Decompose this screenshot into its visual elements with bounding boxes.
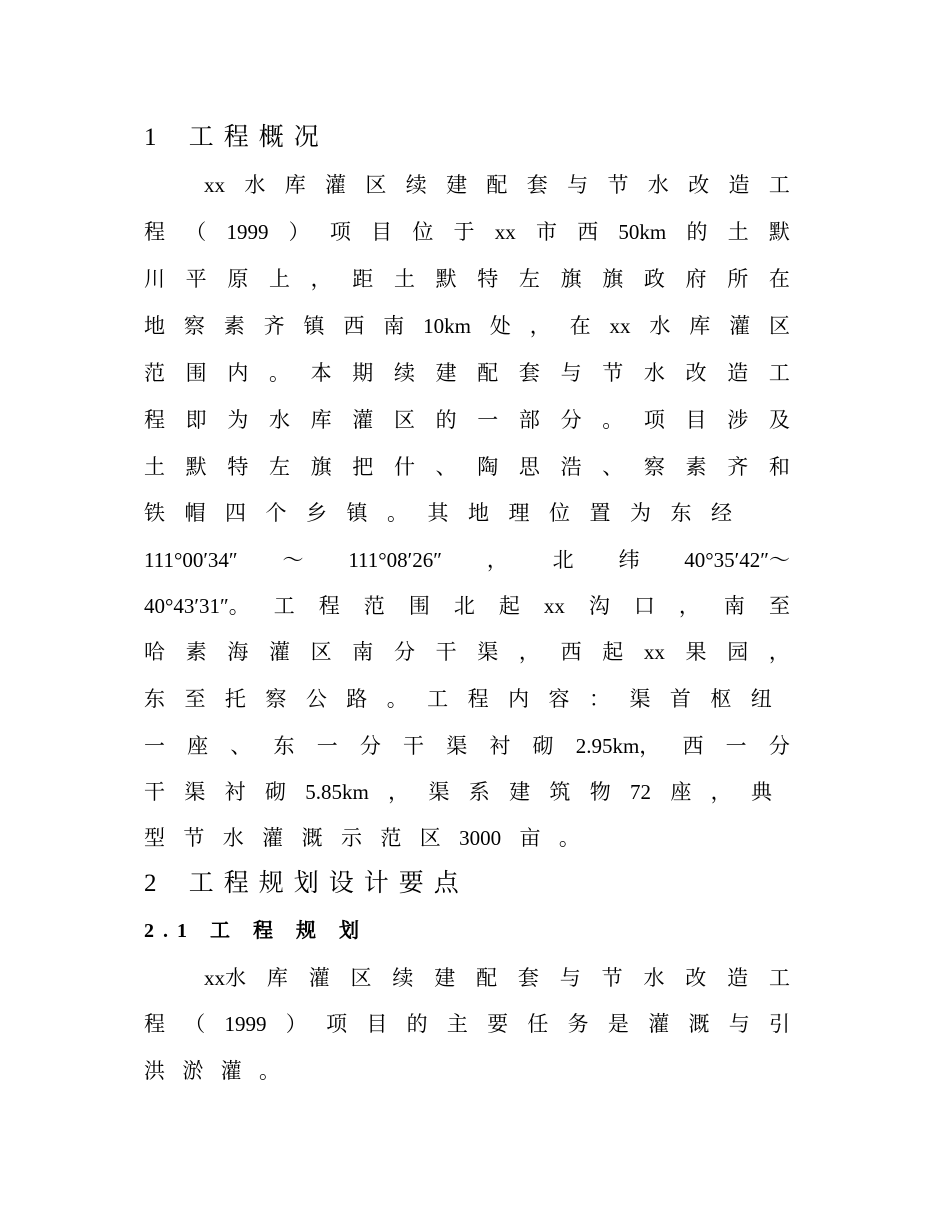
text-token: 陶	[477, 455, 499, 479]
paragraph-line	[144, 311, 790, 341]
text-token: 的	[435, 408, 457, 432]
text-token: 区	[768, 314, 790, 338]
text-token: ，	[529, 314, 551, 338]
text-token: 土	[393, 267, 415, 291]
text-token: （	[184, 1012, 206, 1036]
text-token: 经	[711, 501, 732, 525]
text-token: 分	[768, 734, 790, 758]
text-token: 改	[685, 966, 707, 990]
text-token: 四	[225, 501, 246, 525]
text-token: ，	[310, 267, 332, 291]
text-token: 渠	[629, 687, 651, 711]
text-token: ，	[710, 780, 732, 804]
text-token: 的	[406, 1012, 428, 1036]
text-token: 思	[518, 455, 540, 479]
text-token: 灌	[325, 173, 347, 197]
text-token: 。	[258, 1059, 280, 1083]
text-token: xx	[543, 594, 565, 618]
text-token: 淤	[182, 1059, 204, 1083]
text-token: 衬	[489, 734, 511, 758]
text-token: 什	[393, 455, 415, 479]
text-token: 察	[643, 455, 665, 479]
text-token: 节	[602, 361, 624, 385]
text-token: 分	[359, 734, 381, 758]
text-token: 镇	[303, 314, 325, 338]
text-token: 套	[518, 361, 540, 385]
text-token: 哈	[144, 640, 165, 664]
text-token: 把	[352, 455, 374, 479]
text-token: 区	[310, 640, 332, 664]
text-token: 地	[468, 501, 489, 525]
text-token: 物	[589, 780, 611, 804]
text-token: 程	[318, 594, 340, 618]
paragraph-line	[144, 1056, 280, 1086]
text-token: 程	[144, 408, 165, 432]
text-token: 程	[467, 687, 489, 711]
text-token: 左	[518, 267, 540, 291]
text-token: 上	[268, 267, 290, 291]
text-token: 水	[643, 361, 665, 385]
text-token: 枢	[710, 687, 732, 711]
text-token: 座	[187, 734, 209, 758]
text-token: 沟	[588, 594, 610, 618]
text-token: 至	[768, 594, 790, 618]
text-token: 土	[144, 455, 165, 479]
text-token: 首	[669, 687, 691, 711]
text-token: 北	[552, 548, 574, 572]
text-token: 北	[453, 594, 475, 618]
text-token: 为	[630, 501, 651, 525]
text-token: 造	[727, 966, 749, 990]
paragraph-line	[144, 358, 790, 388]
text-token: 工	[273, 594, 295, 618]
text-token: 政	[643, 267, 665, 291]
text-token: 一	[477, 408, 499, 432]
text-token: 为	[227, 408, 249, 432]
text-token: 建	[446, 173, 468, 197]
text-token: 西	[577, 220, 599, 244]
text-token: 续	[405, 173, 427, 197]
text-token: 察	[265, 687, 287, 711]
text-token: ，	[518, 640, 540, 664]
text-token: 市	[535, 220, 557, 244]
text-token: 平	[185, 267, 207, 291]
text-token: 务	[567, 1012, 589, 1036]
text-token: 造	[728, 173, 750, 197]
text-token: 东	[144, 687, 165, 711]
text-token: 南	[383, 314, 405, 338]
text-token: 配	[486, 173, 508, 197]
text-token: 期	[352, 361, 374, 385]
text-token: 纽	[750, 687, 772, 711]
text-token: 。	[268, 361, 290, 385]
text-token: 改	[688, 173, 710, 197]
text-token: 原	[227, 267, 249, 291]
text-token: 配	[476, 966, 498, 990]
text-token: 默	[435, 267, 457, 291]
text-token: 要	[487, 1012, 509, 1036]
text-token: 套	[526, 173, 548, 197]
text-token: 洪	[144, 1059, 165, 1083]
paragraph-line	[144, 731, 790, 761]
text-token: 范	[380, 826, 402, 850]
text-token: 灌	[262, 826, 284, 850]
text-token: ）	[285, 1012, 307, 1036]
text-token: 是	[607, 1012, 629, 1036]
paragraph-line	[144, 823, 580, 853]
text-token: 目	[685, 408, 707, 432]
text-token: 造	[727, 361, 749, 385]
text-token: 位	[549, 501, 570, 525]
text-token: 默	[768, 220, 790, 244]
text-token: 置	[589, 501, 611, 525]
text-token: 50km	[618, 220, 667, 244]
text-token: 川	[144, 267, 165, 291]
text-token: 齐	[263, 314, 285, 338]
paragraph-line	[144, 170, 790, 200]
text-token: 西	[343, 314, 365, 338]
text-token: 西	[560, 640, 582, 664]
text-token: 一	[316, 734, 338, 758]
text-token: 水	[647, 173, 669, 197]
text-token: 至	[184, 687, 206, 711]
text-token: 和	[768, 455, 790, 479]
text-token: 浩	[560, 455, 582, 479]
text-token: 东	[273, 734, 295, 758]
text-token: 海	[227, 640, 249, 664]
text-token: 建	[434, 966, 456, 990]
text-token: 与	[559, 966, 581, 990]
text-token: 西	[682, 734, 704, 758]
text-token: 、	[602, 455, 624, 479]
text-token: 筑	[549, 780, 571, 804]
text-token: 围	[408, 594, 430, 618]
text-token: 纬	[618, 548, 640, 572]
text-token: 个	[265, 501, 287, 525]
text-token: 。	[386, 687, 408, 711]
text-token: 灌	[648, 1012, 670, 1036]
text-token: 套	[517, 966, 539, 990]
text-token: 工	[427, 687, 449, 711]
paragraph-line	[144, 1009, 790, 1039]
text-token: 111°08′26″	[348, 548, 442, 572]
text-token: 40°43′31″。	[144, 594, 250, 618]
text-token: 改	[685, 361, 707, 385]
text-token: 在	[768, 267, 790, 291]
text-token: 库	[284, 173, 306, 197]
text-token: 的	[686, 220, 708, 244]
text-token: 特	[477, 267, 499, 291]
text-token: ，	[678, 594, 700, 618]
text-token: 干	[403, 734, 425, 758]
text-token: 与	[560, 361, 582, 385]
text-token: 灌	[729, 314, 751, 338]
paragraph-line	[144, 545, 790, 575]
text-token: 1999	[226, 220, 269, 244]
text-token: 水	[244, 173, 266, 197]
text-token: 本	[310, 361, 332, 385]
text-token: 帽	[184, 501, 206, 525]
text-token: 水	[649, 314, 671, 338]
text-token: 座	[670, 780, 692, 804]
text-token: 左	[268, 455, 290, 479]
paragraph-line	[144, 637, 790, 667]
text-token: 旗	[560, 267, 582, 291]
text-token: 灌	[220, 1059, 242, 1083]
text-token: 型	[144, 826, 165, 850]
text-token: 系	[468, 780, 490, 804]
text-token: 园	[727, 640, 749, 664]
text-token: 渠	[428, 780, 450, 804]
text-token: 区	[350, 966, 372, 990]
section-1-heading: 1 工程概况	[144, 124, 329, 151]
text-token: 区	[419, 826, 441, 850]
paragraph-line	[144, 405, 790, 435]
text-token: ）	[288, 220, 310, 244]
text-token: xx	[643, 640, 665, 664]
text-token: 。	[602, 408, 624, 432]
text-token: 溉	[301, 826, 323, 850]
text-token: 于	[453, 220, 475, 244]
text-token: 路	[346, 687, 368, 711]
text-token: 及	[768, 408, 790, 432]
text-token: 干	[144, 780, 165, 804]
text-token: ～	[282, 548, 304, 572]
text-token: 续	[393, 361, 415, 385]
text-token: 起	[602, 640, 624, 664]
text-token: 容	[548, 687, 570, 711]
text-token: 5.85km	[305, 780, 369, 804]
text-token: 渠	[446, 734, 468, 758]
text-token: 库	[266, 966, 288, 990]
text-token: 地	[144, 314, 165, 338]
text-token: 砌	[532, 734, 554, 758]
paragraph-line	[144, 777, 772, 807]
text-token: 程	[144, 1012, 165, 1036]
text-token: 节	[607, 173, 629, 197]
text-token: （	[185, 220, 207, 244]
text-token: 建	[509, 780, 531, 804]
text-token: 特	[227, 455, 249, 479]
text-token: 水	[643, 966, 665, 990]
text-token: 东	[670, 501, 692, 525]
text-token: 典	[750, 780, 772, 804]
text-token: xx	[204, 173, 225, 197]
text-token: 内	[508, 687, 530, 711]
text-token: 素	[685, 455, 707, 479]
text-token: 亩	[519, 826, 541, 850]
text-token: 目	[371, 220, 393, 244]
text-token: 与	[567, 173, 589, 197]
text-token: 分	[560, 408, 582, 432]
text-token: 库	[689, 314, 711, 338]
text-token: 区	[365, 173, 387, 197]
text-token: 、	[435, 455, 457, 479]
text-token: 引	[768, 1012, 790, 1036]
text-token: 渠	[184, 780, 206, 804]
text-token: 灌	[352, 408, 374, 432]
text-token: 溉	[688, 1012, 710, 1036]
text-token: 南	[723, 594, 745, 618]
text-token: 项	[643, 408, 665, 432]
text-token: 在	[569, 314, 591, 338]
text-token: 一	[144, 734, 165, 758]
paragraph-line	[144, 217, 790, 247]
text-token: 3000	[459, 826, 502, 850]
paragraph-line	[144, 684, 772, 714]
text-token: 目	[366, 1012, 388, 1036]
text-token: ，	[768, 640, 790, 664]
text-token: 处	[489, 314, 511, 338]
text-token: 任	[527, 1012, 549, 1036]
text-token: 距	[352, 267, 374, 291]
text-token: 工	[768, 966, 790, 990]
text-token: 10km	[423, 314, 471, 338]
text-token: 部	[518, 408, 540, 432]
text-token: 托	[224, 687, 246, 711]
text-token: 灌	[308, 966, 330, 990]
text-token: 区	[393, 408, 415, 432]
text-token: 范	[144, 361, 165, 385]
text-token: 2.95km，	[575, 734, 661, 758]
text-token: 节	[183, 826, 205, 850]
text-token: 乡	[306, 501, 327, 525]
text-token: 分	[393, 640, 415, 664]
text-token: 建	[435, 361, 457, 385]
text-token: 镇	[346, 501, 368, 525]
text-token: ：	[588, 687, 610, 711]
text-token: 灌	[268, 640, 290, 664]
text-token: 1999	[224, 1012, 267, 1036]
text-token: 节	[601, 966, 623, 990]
text-token: 干	[435, 640, 457, 664]
text-token: 齐	[727, 455, 749, 479]
text-token: 一	[725, 734, 747, 758]
text-token: 111°00′34″	[144, 548, 238, 572]
text-token: 范	[363, 594, 385, 618]
text-token: 工	[768, 361, 790, 385]
text-token: 程	[144, 220, 165, 244]
text-token: 公	[305, 687, 327, 711]
text-token: ，	[388, 780, 410, 804]
text-token: xx水	[204, 966, 246, 990]
text-token: xx	[494, 220, 516, 244]
text-token: 果	[685, 640, 707, 664]
text-token: 默	[185, 455, 207, 479]
text-token: 起	[498, 594, 520, 618]
text-token: 土	[727, 220, 749, 244]
text-token: 南	[352, 640, 374, 664]
text-token: 渠	[477, 640, 499, 664]
text-token: 与	[728, 1012, 750, 1036]
text-token: 口	[633, 594, 655, 618]
text-token: 围	[185, 361, 207, 385]
text-token: 理	[508, 501, 530, 525]
text-token: 项	[329, 220, 351, 244]
text-token: 水	[222, 826, 244, 850]
text-token: 。	[558, 826, 580, 850]
text-token: 其	[427, 501, 449, 525]
text-token: 砌	[264, 780, 286, 804]
paragraph-line	[144, 452, 790, 482]
text-token: 铁	[144, 501, 165, 525]
text-token: 旗	[310, 455, 332, 479]
text-token: 所	[727, 267, 749, 291]
text-token: 素	[223, 314, 245, 338]
paragraph-line	[144, 264, 790, 294]
text-token: 衬	[224, 780, 246, 804]
text-token: 素	[185, 640, 207, 664]
text-token: ，	[486, 548, 508, 572]
text-token: 涉	[727, 408, 749, 432]
text-token: 内	[227, 361, 249, 385]
text-token: 即	[185, 408, 207, 432]
paragraph-line	[144, 591, 790, 621]
text-token: 水	[268, 408, 290, 432]
text-token: 工	[768, 173, 790, 197]
section-2-heading: 2 工程规划设计要点	[144, 870, 469, 897]
text-token: 位	[412, 220, 434, 244]
text-token: 、	[230, 734, 252, 758]
text-token: 续	[392, 966, 414, 990]
text-token: xx	[609, 314, 631, 338]
subsection-2-1-heading: 2.1 工 程 规 划	[144, 920, 368, 942]
text-token: 40°35′42″～	[684, 548, 790, 572]
text-token: 示	[340, 826, 362, 850]
paragraph-line	[144, 498, 732, 528]
text-token: 72	[630, 780, 652, 804]
text-token: 库	[310, 408, 332, 432]
text-token: 府	[685, 267, 707, 291]
paragraph-line	[144, 963, 790, 993]
text-token: 。	[387, 501, 408, 525]
text-token: 项	[326, 1012, 348, 1036]
text-token: 主	[446, 1012, 468, 1036]
text-token: 察	[183, 314, 205, 338]
text-token: 配	[477, 361, 499, 385]
text-token: 旗	[602, 267, 624, 291]
